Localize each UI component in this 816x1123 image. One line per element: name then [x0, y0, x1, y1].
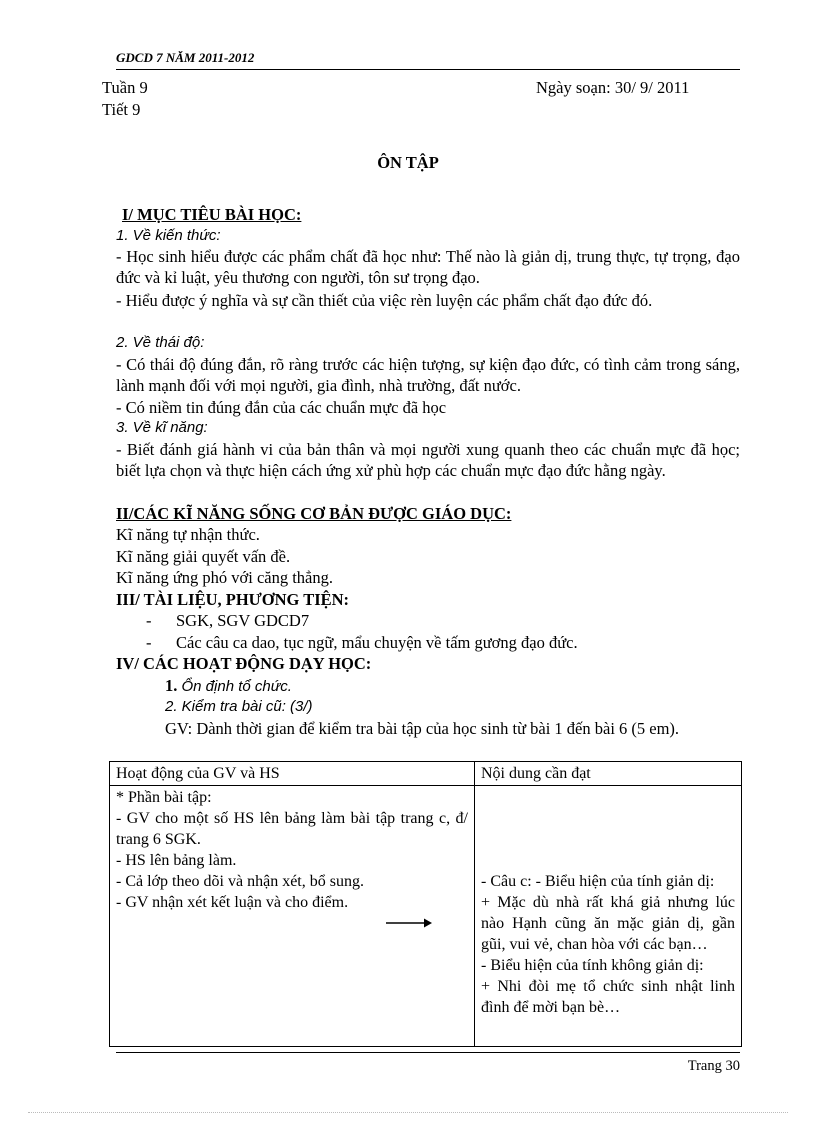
page-number: Trang 30	[687, 1058, 740, 1074]
material-item-text: SGK, SGV GDCD7	[176, 611, 310, 630]
activity-line: * Phần bài tập:	[116, 789, 212, 806]
activity-table	[109, 761, 742, 1047]
attitude-label: 2. Về thái độ:	[116, 334, 205, 351]
material-item-text: Các câu ca dao, tục ngữ, mẩu chuyện về tấm gương đạo đức.	[176, 633, 578, 652]
page-title: ÔN TẬP	[377, 153, 439, 172]
knowledge-label: 1. Về kiến thức:	[116, 227, 221, 244]
activity-line: - GV nhận xét kết luận và cho điểm.	[116, 894, 349, 911]
material-item	[146, 633, 578, 653]
content-line: - Biểu hiện của tính không giản dị:	[481, 957, 704, 974]
content-line: + Nhi đòi mẹ tổ chức sinh nhật linh đình để mời bạn bè…	[481, 978, 735, 1016]
step-2: 2. Kiểm tra bài cũ: (3/)	[165, 698, 313, 715]
bullet-dash: -	[146, 633, 152, 652]
table-header: Hoạt động của GV và HS	[110, 762, 475, 786]
section4-heading: IV/ CÁC HOẠT ĐỘNG DẠY HỌC:	[116, 654, 372, 673]
knowledge-item-2: - Hiểu được ý nghĩa và sự cần thiết của việc rèn luyện các phẩm chất đạo đức đó.	[116, 291, 653, 310]
step-1	[165, 676, 292, 697]
prepared-date: Ngày soạn: 30/ 9/ 2011	[536, 78, 690, 97]
activity-line: - Cả lớp theo dõi và nhận xét, bổ sung.	[116, 873, 364, 890]
activity-cell	[110, 786, 475, 1047]
header-rule	[116, 69, 740, 70]
section3-heading: III/ TÀI LIỆU, PHƯƠNG TIỆN:	[116, 590, 350, 609]
content-line: + Mặc dù nhà rất khá giả nhưng lúc nào Hạnh cũng ăn mặc giản dị, gần gũi, vui vẻ, chan hòa với các bạn…	[481, 894, 735, 953]
step-1-text: Ổn định tổ chức.	[181, 678, 292, 695]
section2-heading: II/CÁC KĨ NĂNG SỐNG CƠ BẢN ĐƯỢC GIÁO DỤC:	[116, 504, 512, 523]
content-spacer	[481, 787, 735, 871]
step-1-number: 1.	[165, 676, 178, 695]
footer-rule	[116, 1052, 740, 1053]
table-row	[110, 786, 742, 1047]
bullet-dash: -	[146, 611, 152, 630]
life-skill-item: Kĩ năng tự nhận thức.	[116, 525, 260, 544]
arrow-right-icon	[386, 917, 432, 929]
attitude-item-1: - Có thái độ đúng đắn, rõ ràng trước các hiện tượng, sự kiện đạo đức, có tình cảm trong sáng, lành mạnh đối với mọi người, gia đình, nhà trường, đất nước.	[116, 355, 740, 395]
document-header: GDCD 7 NĂM 2011-2012	[116, 50, 255, 65]
table-header: Nội dung cần đạt	[475, 762, 742, 786]
life-skill-item: Kĩ năng giải quyết vấn đề.	[116, 547, 291, 566]
content-line: - Câu c: - Biểu hiện của tính giản dị:	[481, 873, 715, 890]
period-label: Tiết 9	[102, 100, 141, 119]
activity-line: - GV cho một số HS lên bảng làm bài tập trang c, đ/ trang 6 SGK.	[116, 810, 468, 848]
material-item	[146, 611, 309, 631]
attitude-item-2: - Có niềm tin đúng đắn của các chuẩn mực đã học	[116, 398, 447, 417]
table-header-row	[110, 762, 742, 786]
page-edge	[28, 1112, 788, 1113]
section1-heading: I/ MỤC TIÊU BÀI HỌC:	[122, 205, 302, 224]
life-skill-item: Kĩ năng ứng phó với căng thẳng.	[116, 568, 334, 587]
activity-line: - HS lên bảng làm.	[116, 852, 237, 869]
step-2-description: GV: Dành thời gian để kiểm tra bài tập của học sinh từ bài 1 đến bài 6 (5 em).	[165, 719, 680, 738]
week-label: Tuần 9	[102, 78, 148, 97]
content-cell	[475, 786, 742, 1047]
skill-label: 3. Về kĩ năng:	[116, 419, 208, 436]
skill-item-1: - Biết đánh giá hành vi của bản thân và mọi người xung quanh theo các chuẩn mực đã học; biết lựa chọn và thực hiện cách ứng xử phù hợp các chuẩn mực đạo đức hằng ngày.	[116, 440, 740, 480]
knowledge-item-1: - Học sinh hiểu được các phẩm chất đã học như: Thế nào là giản dị, trung thực, tự trọng, đạo đức và kỉ luật, yêu thương con người, tôn sư trọng đạo.	[116, 247, 740, 287]
